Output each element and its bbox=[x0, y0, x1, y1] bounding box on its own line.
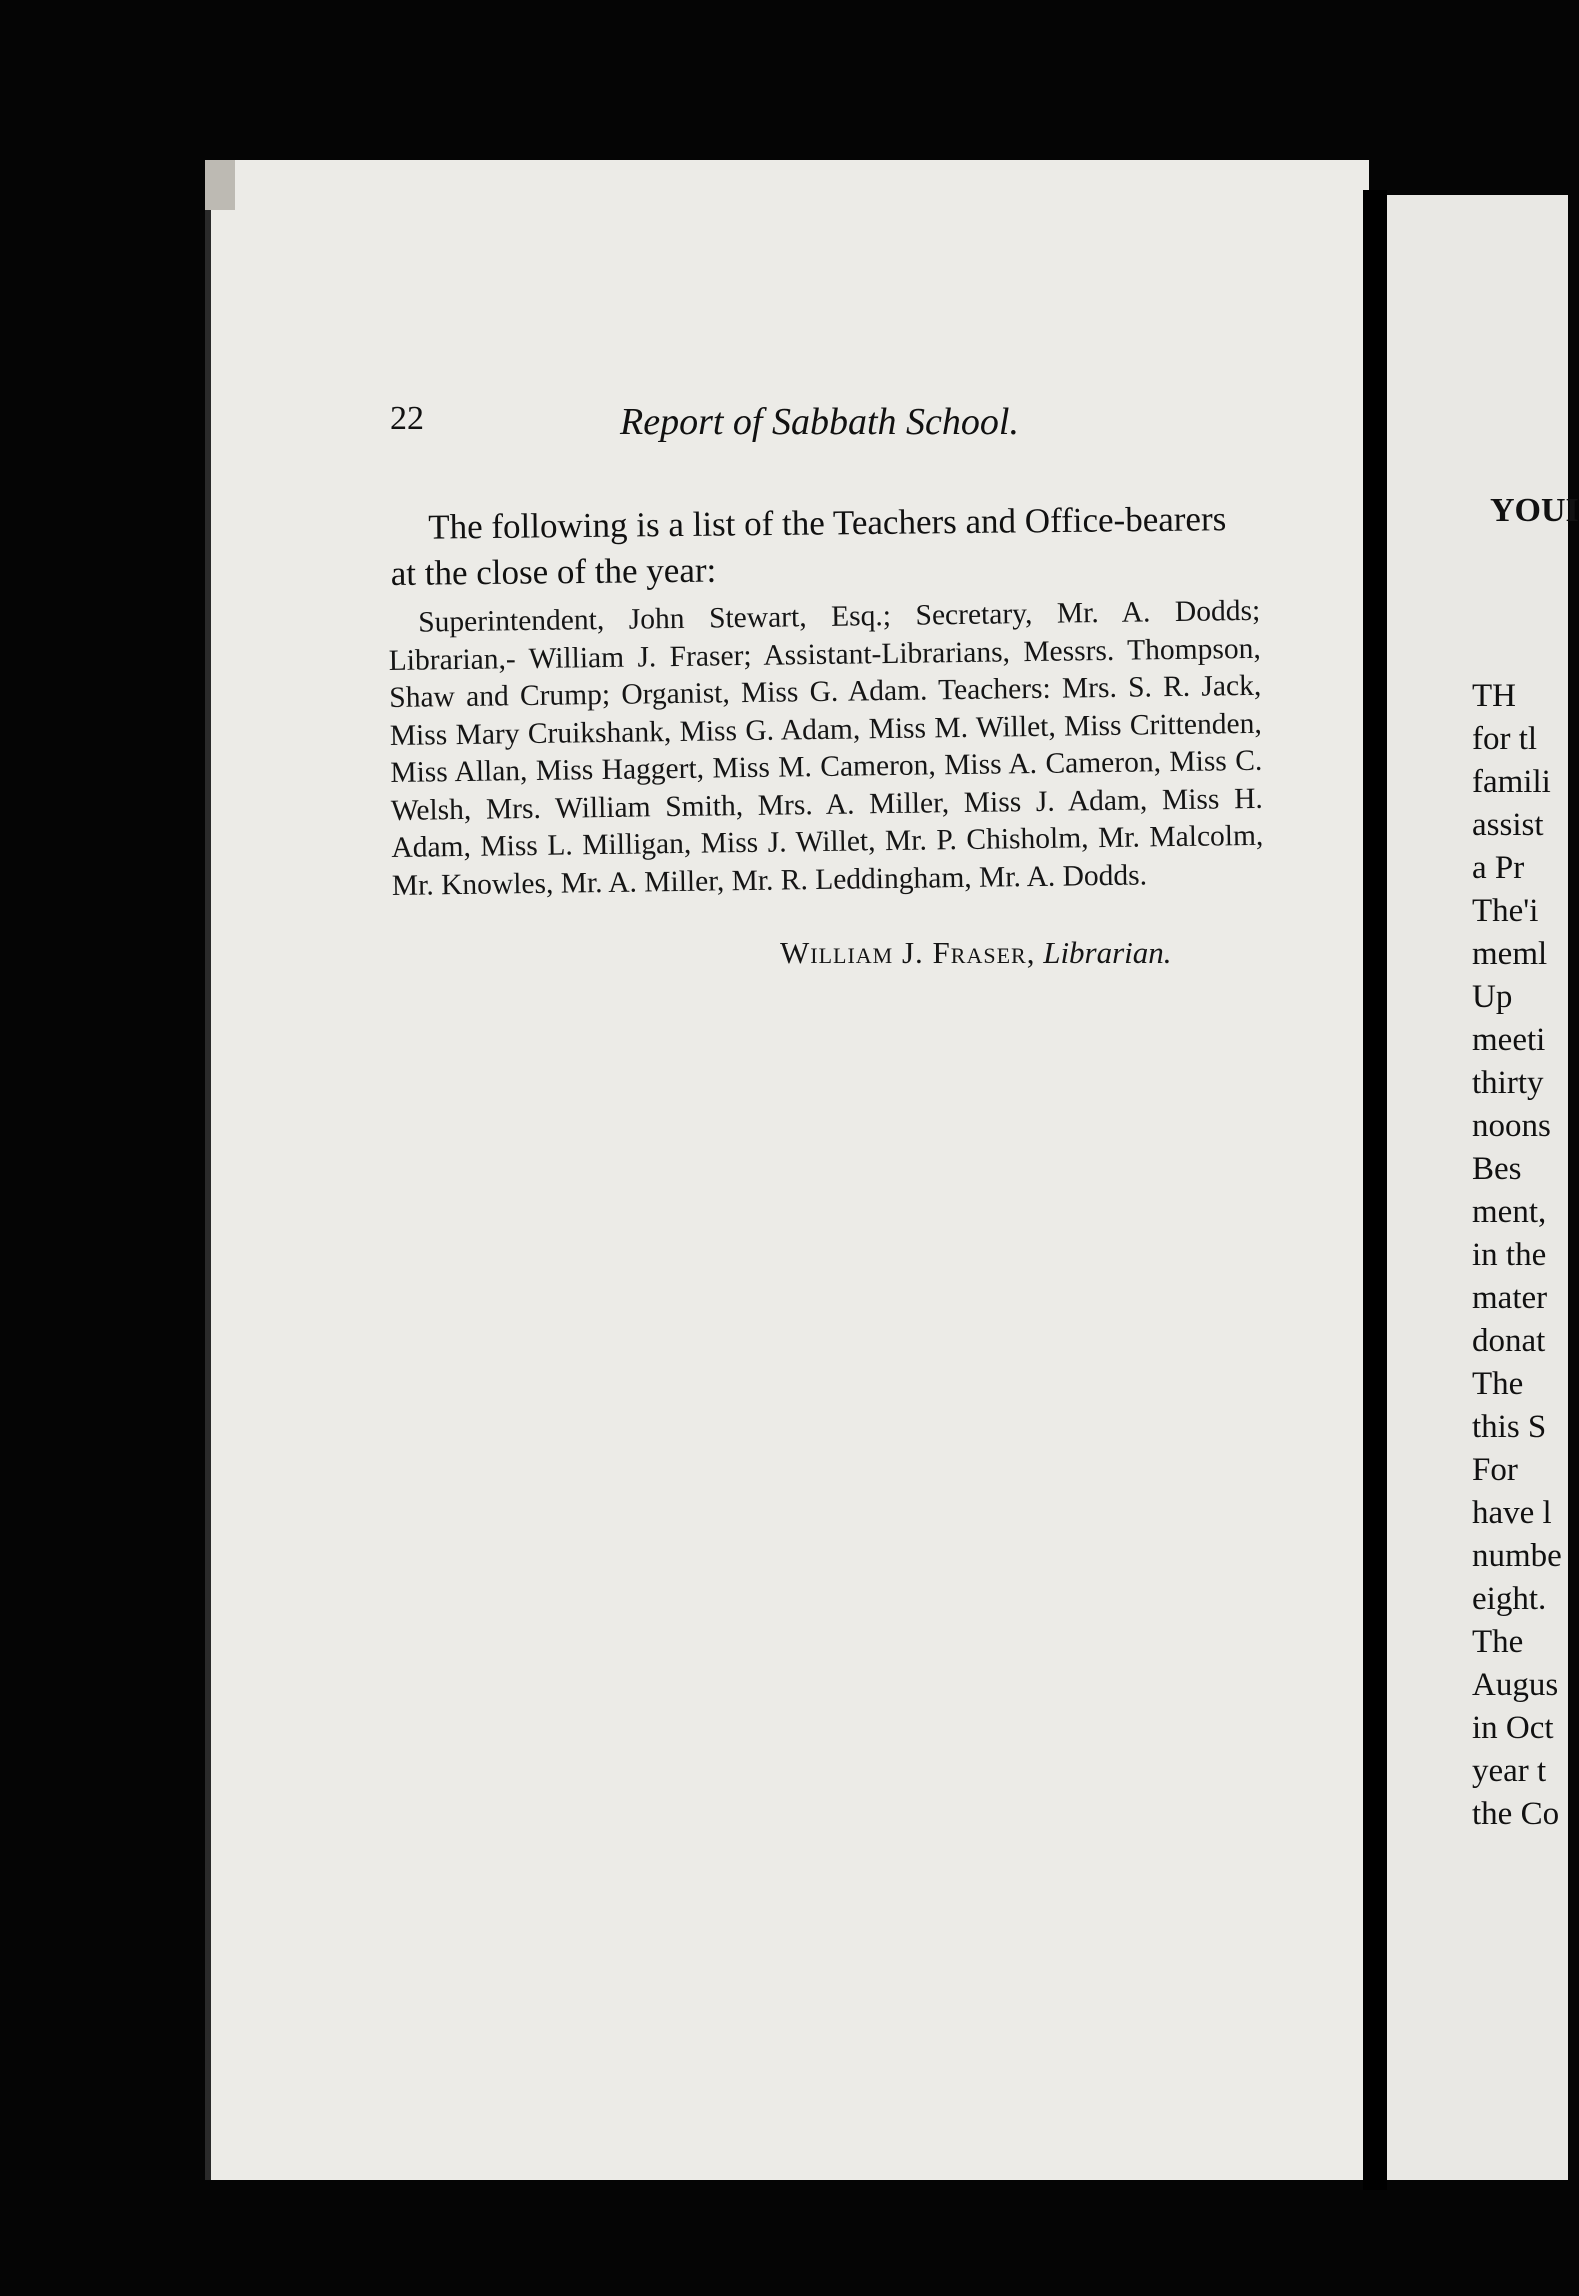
intro-paragraph: The following is a list of the Teachers and Office-bearers at the close of the year: bbox=[390, 499, 1227, 593]
text-line: Bes bbox=[1472, 1151, 1522, 1187]
text-line: donat bbox=[1472, 1323, 1546, 1359]
text-line: thirty bbox=[1472, 1065, 1544, 1101]
text-line: numbe bbox=[1472, 1538, 1562, 1574]
text-line: meeti bbox=[1472, 1022, 1546, 1058]
text-line: have l bbox=[1472, 1495, 1552, 1531]
text-line: The'i bbox=[1472, 893, 1539, 929]
text-line: a Pr bbox=[1472, 850, 1525, 886]
text-line: meml bbox=[1472, 936, 1548, 972]
page-number: 22 bbox=[390, 400, 424, 437]
text-line: in Oct bbox=[1472, 1710, 1554, 1746]
text-line: noons bbox=[1472, 1108, 1551, 1144]
book-gutter bbox=[1363, 190, 1387, 2190]
running-head bbox=[390, 400, 1270, 450]
text-line: ment, bbox=[1472, 1194, 1547, 1230]
signature-role: Librarian. bbox=[1043, 935, 1172, 970]
text-line: TH bbox=[1472, 678, 1516, 714]
text-line: eight. bbox=[1472, 1581, 1547, 1617]
text-line: the Co bbox=[1472, 1796, 1560, 1832]
text-line: mater bbox=[1472, 1280, 1548, 1316]
signature bbox=[780, 935, 1172, 971]
right-page-text bbox=[1472, 675, 1562, 1836]
text-line: The bbox=[1472, 1366, 1524, 1402]
text-line: for tl bbox=[1472, 721, 1538, 757]
text-line: For bbox=[1472, 1452, 1518, 1488]
text-line: in the bbox=[1472, 1237, 1547, 1273]
folded-page-corner bbox=[205, 160, 235, 210]
text-line: assist bbox=[1472, 807, 1544, 843]
text-line: year t bbox=[1472, 1753, 1547, 1789]
text-line: The bbox=[1472, 1624, 1524, 1660]
text-line: this S bbox=[1472, 1409, 1547, 1445]
right-page-heading: YOUI bbox=[1490, 492, 1579, 529]
text-line: Up bbox=[1472, 979, 1513, 1015]
text-line: Augus bbox=[1472, 1667, 1559, 1703]
page-title: Report of Sabbath School. bbox=[620, 401, 1019, 443]
signature-name: William J. Fraser, bbox=[780, 935, 1036, 970]
officers-list: Superintendent, John Stewart, Esq.; Secretary, Mr. A. Dodds; Librarian,- William J. Fraser; Assistant-Librarians, Messrs. Thompson, Shaw and Crump; Organist, Miss G. Adam. Teachers: Mrs. S. R. Jack, Miss Mary Cruikshank, Miss G. Adam, Miss M. Willet, Miss Crittenden, Miss Allan, Miss Haggert, Miss M. Cameron, Miss A. Cameron, Miss C. Welsh, Mrs. William Smith, Mrs. A. Miller, Miss J. Adam, Miss H. Adam, Miss L. Milligan, Miss J. Willet, Mr. P. Chisholm, Mr. Malcolm, Mr. Knowles, Mr. A. Miller, Mr. R. Leddingham, Mr. A. Dodds. bbox=[388, 594, 1264, 901]
left-page bbox=[205, 160, 1369, 2180]
text-line: famili bbox=[1472, 764, 1551, 800]
